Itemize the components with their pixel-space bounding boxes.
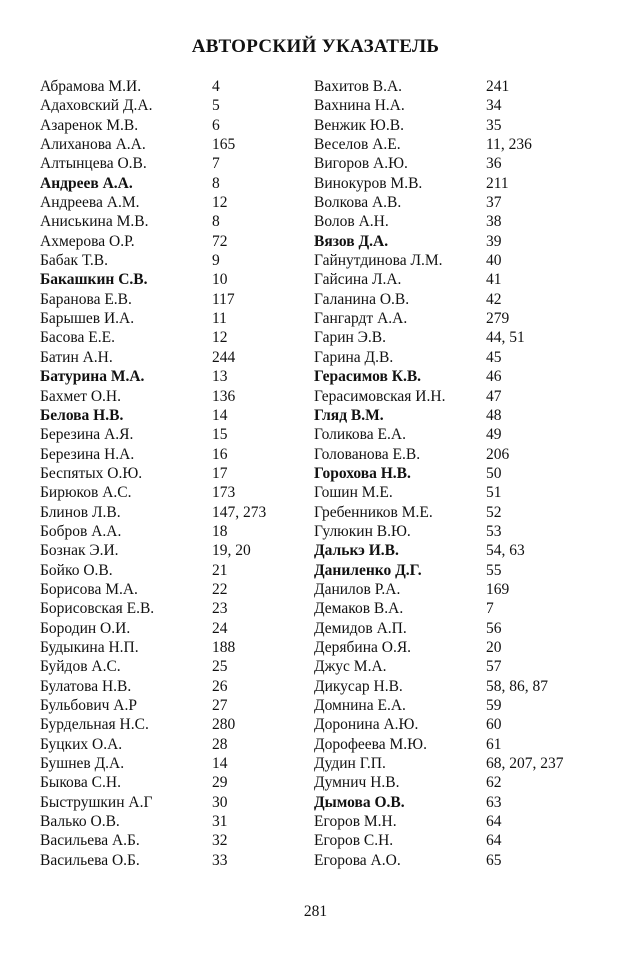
index-entry [314, 851, 614, 870]
index-entry [314, 735, 614, 754]
page-reference: 64 [486, 813, 502, 831]
author-name: Васильева А.Б. [40, 832, 140, 850]
author-name: Егоров С.Н. [314, 832, 394, 850]
index-entry [40, 135, 305, 154]
author-name: Гребенников М.Е. [314, 503, 433, 521]
page-reference: 42 [486, 290, 502, 308]
page-reference: 27 [212, 697, 228, 714]
page-reference: 188 [212, 638, 236, 656]
page-reference: 9 [212, 252, 220, 270]
author-name: Березина Н.А. [40, 445, 135, 463]
author-name: Андреев А.А. [40, 174, 133, 192]
index-entry [40, 754, 305, 773]
author-name: Дудин Г.П. [314, 755, 386, 773]
author-name: Ахмерова О.Р. [40, 232, 135, 250]
author-name: Голованова Е.В. [314, 445, 421, 463]
author-name: Горохова Н.В. [314, 464, 411, 482]
index-entry [40, 715, 305, 734]
page-reference: 13 [212, 368, 228, 386]
author-name: Вязов Д.А. [314, 232, 389, 250]
index-entry [314, 154, 614, 173]
index-entry [314, 77, 614, 96]
index-entry [40, 367, 305, 386]
author-name: Герасимов К.В. [314, 368, 422, 386]
index-column-left [40, 77, 305, 870]
page-reference: 32 [212, 832, 228, 850]
index-entry [40, 232, 305, 251]
author-name: Батурина М.А. [40, 368, 145, 386]
index-entry [40, 696, 305, 715]
page-reference: 64 [486, 832, 502, 850]
author-name: Дымова О.В. [314, 793, 405, 811]
index-entry [314, 503, 614, 522]
page-reference: 58, 86, 87 [486, 677, 548, 695]
page-reference: 165 [212, 136, 236, 154]
author-name: Веселов А.Е. [314, 136, 401, 154]
page-reference: 40 [486, 252, 502, 270]
index-entry [314, 425, 614, 444]
page-reference: 35 [486, 116, 502, 134]
page-reference: 38 [486, 213, 502, 231]
index-entry [314, 270, 614, 289]
page-reference: 59 [486, 697, 502, 714]
page-reference: 17 [212, 464, 228, 482]
page-reference: 28 [212, 735, 228, 753]
index-entry [314, 812, 614, 831]
author-name: Адаховский Д.А. [40, 97, 153, 115]
page-reference: 12 [212, 194, 228, 212]
page-reference: 6 [212, 116, 220, 134]
page-reference: 211 [486, 174, 509, 192]
author-name: Бойко О.В. [40, 561, 113, 579]
author-name: Волов А.Н. [314, 213, 389, 231]
index-entry [40, 851, 305, 870]
index-entry [314, 483, 614, 502]
author-name: Вахитов В.А. [314, 78, 403, 95]
author-name: Бахмет О.Н. [40, 387, 122, 405]
index-entry [40, 677, 305, 696]
author-name: Андреева А.М. [40, 194, 140, 212]
author-name: Дикусар Н.В. [314, 677, 403, 695]
page-reference: 206 [486, 445, 510, 463]
page-reference: 41 [486, 271, 502, 289]
index-entry [314, 522, 614, 541]
author-name: Гайнутдинова Л.М. [314, 252, 443, 270]
author-name: Винокуров М.В. [314, 174, 423, 192]
index-entry [40, 599, 305, 618]
index-entry [40, 793, 305, 812]
page-reference: 11 [212, 310, 227, 328]
index-entry [314, 387, 614, 406]
index-entry [40, 657, 305, 676]
author-name: Бобров А.А. [40, 522, 122, 540]
page-reference: 8 [212, 213, 220, 231]
author-name: Азаренок М.В. [40, 116, 139, 134]
page-reference: 65 [486, 851, 502, 869]
index-entry [314, 619, 614, 638]
page-reference: 147, 273 [212, 503, 267, 521]
index-entry [40, 406, 305, 425]
page-reference: 50 [486, 464, 502, 482]
index-entry [314, 232, 614, 251]
index-entry [40, 445, 305, 464]
page-reference: 280 [212, 716, 236, 734]
index-entry [40, 831, 305, 850]
index-entry [40, 541, 305, 560]
page-reference: 61 [486, 735, 502, 753]
author-name: Гайсина Л.А. [314, 271, 402, 289]
author-name: Думнич Н.В. [314, 774, 400, 792]
index-entry [314, 445, 614, 464]
index-entry [314, 580, 614, 599]
index-entry [40, 77, 305, 96]
page-reference: 36 [486, 155, 502, 173]
author-name: Бородин О.И. [40, 619, 131, 637]
author-name: Бурдельная Н.С. [40, 716, 149, 734]
index-entry [314, 96, 614, 115]
index-entry [314, 638, 614, 657]
author-name: Валько О.В. [40, 813, 120, 831]
author-name: Баранова Е.В. [40, 290, 132, 308]
author-name: Березина А.Я. [40, 426, 134, 444]
author-name: Аниськина М.В. [40, 213, 149, 231]
author-name: Герасимовская И.Н. [314, 387, 446, 405]
page-reference: 44, 51 [486, 329, 525, 347]
author-name: Волкова А.В. [314, 194, 402, 212]
page-reference: 136 [212, 387, 236, 405]
page-reference: 22 [212, 580, 228, 598]
page-reference: 7 [212, 155, 220, 173]
author-name: Джус М.А. [314, 658, 387, 676]
index-entry [40, 503, 305, 522]
author-name: Бушнев Д.А. [40, 755, 125, 773]
index-entry [40, 464, 305, 483]
author-name: Будыкина Н.П. [40, 638, 139, 656]
index-entry [40, 735, 305, 754]
author-name: Вигоров А.Ю. [314, 155, 408, 173]
author-name: Гарина Д.В. [314, 348, 394, 366]
index-entry [314, 464, 614, 483]
author-name: Домнина Е.А. [314, 697, 406, 714]
page-reference: 51 [486, 484, 502, 502]
index-entry [314, 348, 614, 367]
page-reference: 57 [486, 658, 502, 676]
page-reference: 11, 236 [486, 136, 532, 154]
index-entry [40, 387, 305, 406]
page-reference: 173 [212, 484, 236, 502]
index-entry [314, 309, 614, 328]
author-name: Егоров М.Н. [314, 813, 397, 831]
author-name: Данилов Р.А. [314, 580, 401, 598]
index-entry [40, 328, 305, 347]
author-name: Гулюкин В.Ю. [314, 522, 411, 540]
page-reference: 30 [212, 793, 228, 811]
page-title: АВТОРСКИЙ УКАЗАТЕЛЬ [191, 36, 440, 57]
index-entry [314, 135, 614, 154]
page-reference: 5 [212, 97, 220, 115]
author-name: Беспятых О.Ю. [40, 464, 143, 482]
author-name: Гошин М.Е. [314, 484, 393, 502]
index-entry [40, 212, 305, 231]
page-reference: 15 [212, 426, 228, 444]
author-name: Абрамова М.И. [40, 78, 142, 95]
index-entry [314, 677, 614, 696]
page-reference: 31 [212, 813, 228, 831]
page-reference: 169 [486, 580, 510, 598]
index-entry [40, 154, 305, 173]
page-reference: 244 [212, 348, 236, 366]
index-entry [314, 116, 614, 135]
index-entry [314, 561, 614, 580]
index-entry [314, 773, 614, 792]
index-entry [314, 657, 614, 676]
author-name: Вахнина Н.А. [314, 97, 405, 115]
page-reference: 241 [486, 78, 510, 95]
author-name: Батин А.Н. [40, 348, 113, 366]
page-reference: 25 [212, 658, 228, 676]
author-name: Голикова Е.А. [314, 426, 406, 444]
author-name: Бознак Э.И. [40, 542, 119, 560]
page-reference: 63 [486, 793, 502, 811]
index-entry [40, 425, 305, 444]
page-reference: 117 [212, 290, 235, 308]
page-reference: 33 [212, 851, 228, 869]
index-entry [40, 638, 305, 657]
author-name: Блинов Л.В. [40, 503, 121, 521]
page-reference: 47 [486, 387, 502, 405]
author-name: Доронина А.Ю. [314, 716, 419, 734]
author-name: Васильева О.Б. [40, 851, 140, 869]
page-reference: 52 [486, 503, 502, 521]
page-reference: 29 [212, 774, 228, 792]
author-name: Барышев И.А. [40, 310, 135, 328]
index-entry [314, 599, 614, 618]
page-reference: 55 [486, 561, 502, 579]
index-entry [314, 367, 614, 386]
author-name: Гангардт А.А. [314, 310, 408, 328]
page-reference: 4 [212, 78, 220, 95]
author-name: Булатова Н.В. [40, 677, 132, 695]
page-reference: 68, 207, 237 [486, 755, 564, 773]
author-name: Венжик Ю.В. [314, 116, 404, 134]
page-reference: 48 [486, 406, 502, 424]
index-entry [314, 193, 614, 212]
index-entry [314, 212, 614, 231]
index-entry [314, 541, 614, 560]
author-name: Далькэ И.В. [314, 542, 399, 560]
index-entry [314, 754, 614, 773]
index-entry [314, 696, 614, 715]
index-entry [40, 193, 305, 212]
page-number: 281 [303, 903, 328, 920]
page-reference: 20 [486, 638, 502, 656]
page-reference: 8 [212, 174, 220, 192]
author-name: Буйдов А.С. [40, 658, 121, 676]
page-reference: 56 [486, 619, 502, 637]
author-name: Алтынцева О.В. [40, 155, 147, 173]
page-reference: 19, 20 [212, 542, 251, 560]
page-reference: 14 [212, 406, 228, 424]
author-name: Дерябина О.Я. [314, 638, 412, 656]
index-entry [314, 290, 614, 309]
index-entry [314, 251, 614, 270]
page-reference: 45 [486, 348, 502, 366]
index-entry [40, 96, 305, 115]
author-name: Быструшкин А.Г [40, 793, 153, 811]
index-entry [40, 116, 305, 135]
author-name: Гляд В.М. [314, 406, 384, 424]
page-reference: 34 [486, 97, 502, 115]
author-name: Басова Е.Е. [40, 329, 115, 347]
author-name: Демидов А.П. [314, 619, 407, 637]
page-reference: 60 [486, 716, 502, 734]
index-entry [40, 522, 305, 541]
index-entry [314, 715, 614, 734]
page-reference: 39 [486, 232, 502, 250]
page-reference: 53 [486, 522, 502, 540]
index-entry [40, 251, 305, 270]
index-entry [314, 793, 614, 812]
author-name: Демаков В.А. [314, 600, 404, 618]
author-name: Белова Н.В. [40, 406, 124, 424]
page-reference: 54, 63 [486, 542, 525, 560]
index-entry [40, 309, 305, 328]
index-entry [40, 270, 305, 289]
page-reference: 18 [212, 522, 228, 540]
author-name: Даниленко Д.Г. [314, 561, 422, 579]
page-reference: 14 [212, 755, 228, 773]
author-name: Борисова М.А. [40, 580, 138, 598]
author-name: Борисовская Е.В. [40, 600, 155, 618]
page-reference: 21 [212, 561, 228, 579]
index-entry [40, 773, 305, 792]
index-entry [40, 290, 305, 309]
index-entry [40, 580, 305, 599]
author-name: Бакашкин С.В. [40, 271, 148, 289]
page-reference: 10 [212, 271, 228, 289]
author-name: Бульбович А.Р [40, 697, 137, 714]
author-name: Буцких О.А. [40, 735, 123, 753]
page-reference: 23 [212, 600, 228, 618]
index-entry [40, 619, 305, 638]
page-reference: 46 [486, 368, 502, 386]
page-reference: 49 [486, 426, 502, 444]
author-name: Алиханова А.А. [40, 136, 146, 154]
page-reference: 26 [212, 677, 228, 695]
page-reference: 279 [486, 310, 510, 328]
index-column-right [314, 77, 614, 870]
author-name: Бабак Т.В. [40, 252, 108, 270]
index-entry [40, 483, 305, 502]
page-reference: 62 [486, 774, 502, 792]
index-entry [40, 561, 305, 580]
page-reference: 12 [212, 329, 228, 347]
page-reference: 37 [486, 194, 502, 212]
author-name: Быкова С.Н. [40, 774, 121, 792]
author-name: Гарин Э.В. [314, 329, 386, 347]
author-name: Дорофеева М.Ю. [314, 735, 427, 753]
page-reference: 72 [212, 232, 228, 250]
author-name: Егорова А.О. [314, 851, 401, 869]
author-name: Бирюков А.С. [40, 484, 132, 502]
index-entry [314, 174, 614, 193]
page-reference: 24 [212, 619, 228, 637]
index-entry [314, 831, 614, 850]
index-entry [40, 174, 305, 193]
index-entry [314, 328, 614, 347]
page-reference: 7 [486, 600, 494, 618]
page-reference: 16 [212, 445, 228, 463]
index-entry [314, 406, 614, 425]
index-entry [40, 348, 305, 367]
index-entry [40, 812, 305, 831]
author-name: Галанина О.В. [314, 290, 410, 308]
